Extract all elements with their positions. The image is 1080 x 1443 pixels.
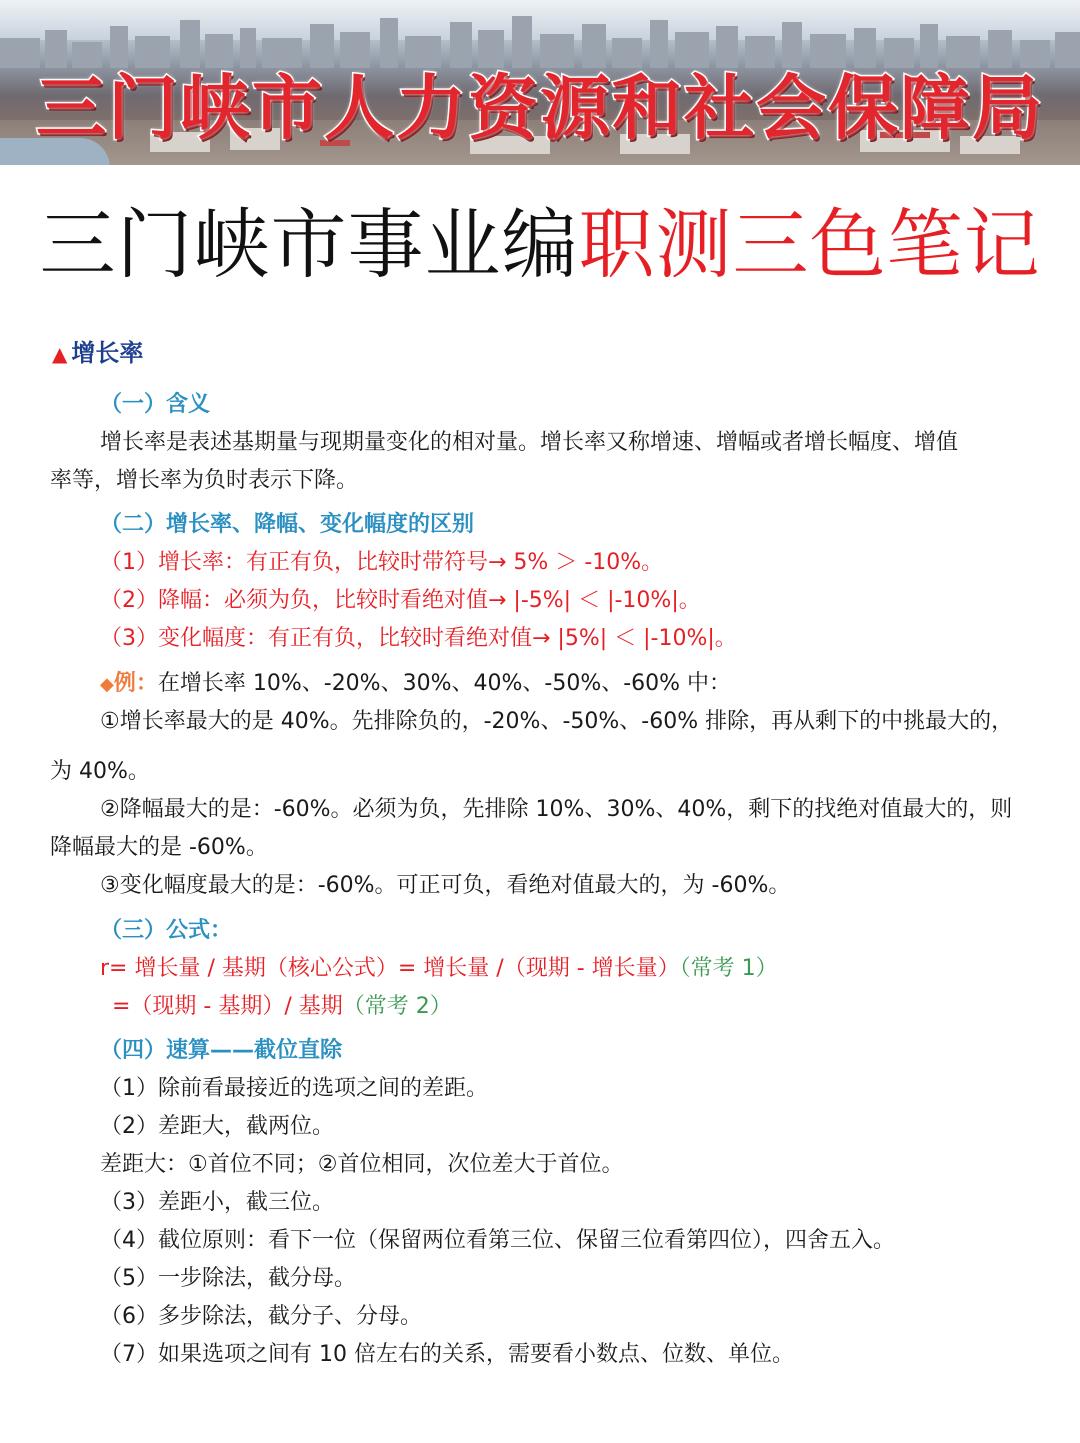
formula-line [100, 954, 778, 984]
diamond-icon: ◆ [100, 674, 114, 695]
list-item-note: 差距大：①首位不同；②首位相同，次位差大于首位。 [100, 1152, 624, 1177]
subsection-heading-quick-calc: （四）速算——截位直除 [100, 1038, 343, 1063]
formula-line [112, 992, 452, 1022]
triangle-icon: ▲ [52, 342, 68, 366]
banner-title: 三门峡市人力资源和社会保障局 [36, 67, 1044, 149]
list-item: （1）除前看最接近的选项之间的差距。 [100, 1076, 488, 1101]
page-title [0, 200, 1080, 290]
subsection-heading-meaning: （一）含义 [100, 392, 211, 417]
header-banner [0, 0, 1080, 165]
section-heading [52, 338, 143, 369]
section-heading-text: 增长率 [71, 339, 144, 367]
list-item: （7）如果选项之间有 10 倍左右的关系，需要看小数点、位数、单位。 [100, 1342, 794, 1367]
list-item: （5）一步除法，截分母。 [100, 1266, 356, 1291]
example-item-continued: 为 40%。 [50, 759, 150, 784]
example-text: 在增长率 10%、-20%、30%、40%、-50%、-60% 中： [157, 671, 732, 696]
list-item: （4）截位原则：看下一位（保留两位看第三位、保留三位看第四位），四舍五入。 [100, 1228, 895, 1253]
example-item-continued: 降幅最大的是 -60%。 [50, 835, 268, 860]
paragraph-line: 率等，增长率为负时表示下降。 [50, 468, 359, 493]
subsection-heading-difference: （二）增长率、降幅、变化幅度的区别 [100, 512, 475, 537]
example-label: 例： [113, 671, 158, 696]
list-item: （3）变化幅度：有正有负，比较时看绝对值→ |5%| ＜ |-10%|。 [100, 626, 737, 651]
formula-note: （常考 1） [679, 956, 778, 981]
example-item: ③变化幅度最大的是：-60%。可正可负，看绝对值最大的，为 -60%。 [100, 873, 791, 898]
list-item: （6）多步除法，截分子、分母。 [100, 1304, 422, 1329]
page-title-black: 三门峡市事业编 [39, 200, 579, 289]
list-item: （2）降幅：必须为负，比较时看绝对值→ |-5%| ＜ |-10%|。 [100, 588, 701, 613]
list-item: （2）差距大，截两位。 [100, 1114, 334, 1139]
example-item: ①增长率最大的是 40%。先排除负的，-20%、-50%、-60% 排除，再从剩下的中挑最大的， [100, 709, 1014, 734]
paragraph-line: 增长率是表述基期量与现期量变化的相对量。增长率又称增速、增幅或者增长幅度、增值 [100, 430, 959, 455]
list-item: （1）增长率：有正有负，比较时带符号→ 5% ＞ -10%。 [100, 550, 664, 575]
example-line [100, 669, 731, 700]
example-item: ②降幅最大的是：-60%。必须为负，先排除 10%、30%、40%，剩下的找绝对值最大的，则 [100, 797, 1013, 822]
page-title-red: 职测三色笔记 [578, 200, 1041, 289]
subsection-heading-formula: （三）公式： [100, 918, 233, 943]
formula-alt: =（现期 - 基期）/ 基期 [112, 994, 343, 1019]
formula-core: r= 增长量 / 基期（核心公式）= 增长量 /（现期 - 增长量） [100, 956, 680, 981]
formula-note: （常考 2） [342, 994, 452, 1019]
list-item: （3）差距小，截三位。 [100, 1190, 334, 1215]
